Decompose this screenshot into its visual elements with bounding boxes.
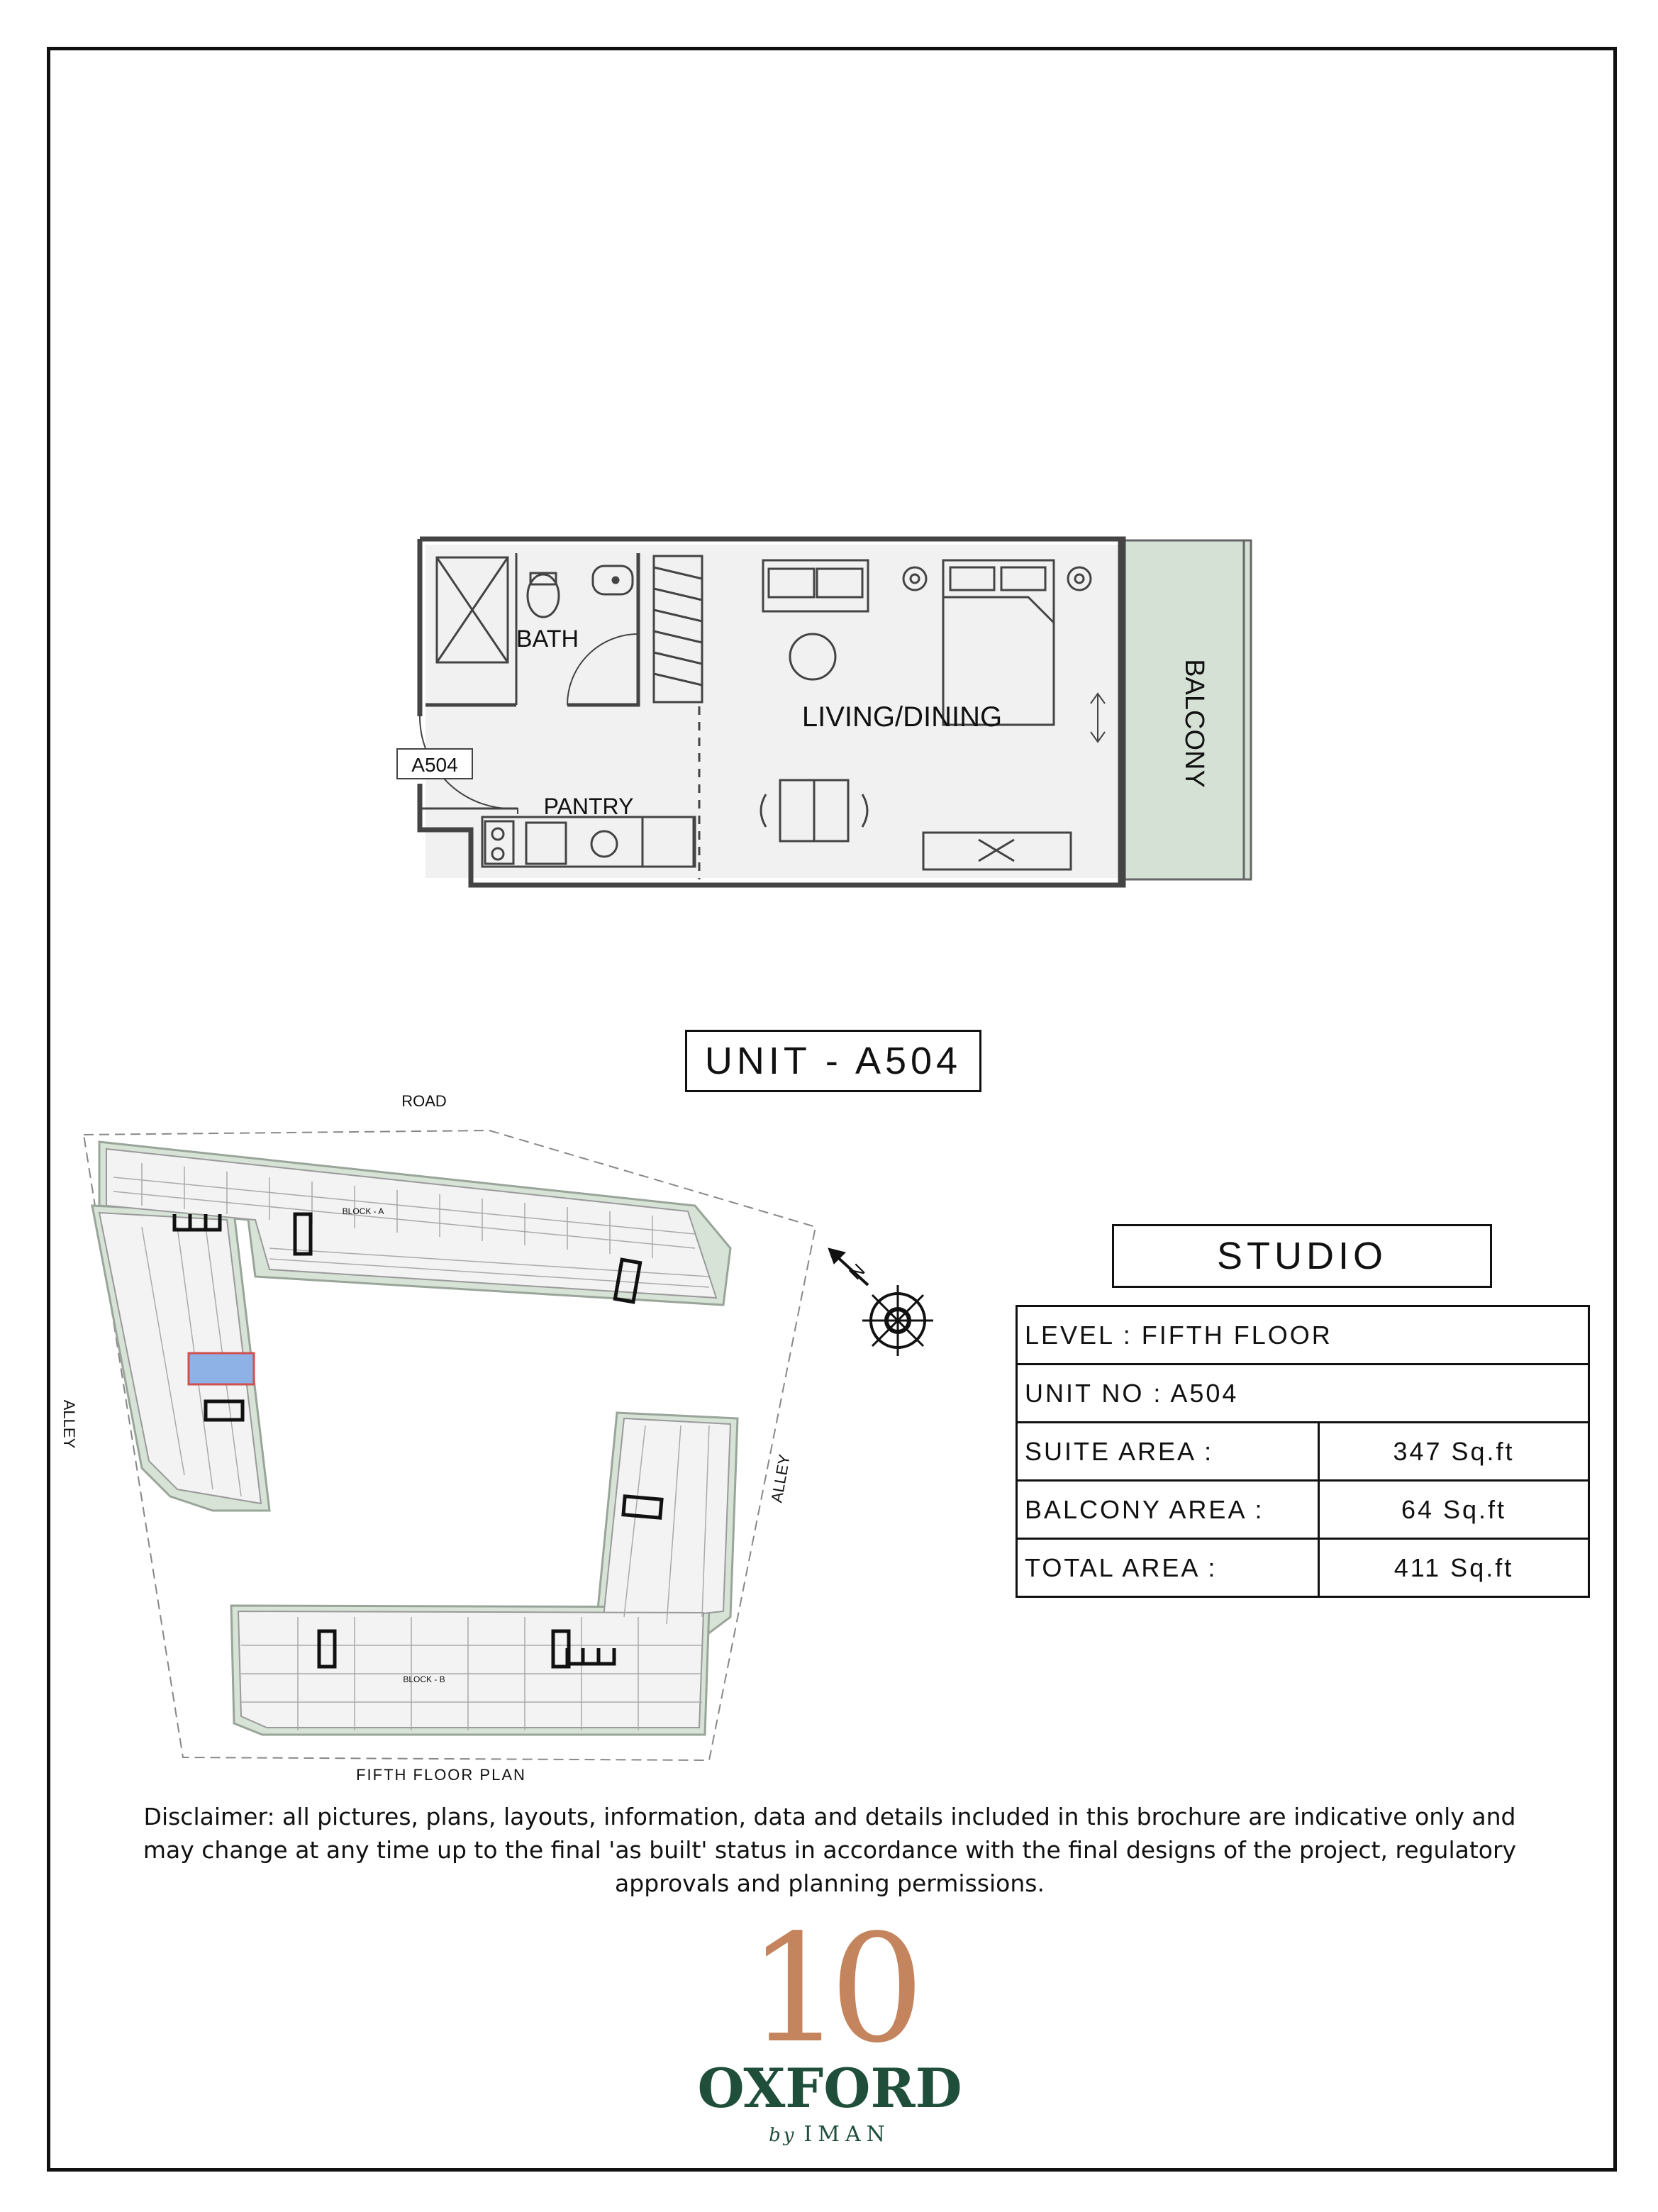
spec-row-total	[1017, 1539, 1589, 1597]
road-label: ROAD	[401, 1092, 447, 1110]
compass-icon	[828, 1248, 933, 1356]
spec-row-unit	[1017, 1365, 1589, 1423]
spec-row-balcony	[1017, 1481, 1589, 1539]
alley-right-label: ALLEY	[767, 1452, 794, 1504]
highlighted-unit-a504	[189, 1353, 254, 1384]
site-plan-caption: FIFTH FLOOR PLAN	[356, 1766, 526, 1784]
unit-type-title: STUDIO	[1112, 1224, 1492, 1288]
room-label-balcony: BALCONY	[1179, 659, 1209, 788]
spec-row-level	[1017, 1306, 1589, 1365]
logo-number: 10	[747, 1902, 912, 2076]
area-spec-table	[1016, 1305, 1590, 1598]
room-label-living: LIVING/DINING	[801, 701, 1003, 733]
spec-row-suite	[1017, 1423, 1589, 1481]
logo-by: by	[769, 2125, 797, 2146]
unit-no-text: UNIT NO : A504	[1017, 1365, 1589, 1423]
suite-area-label: SUITE AREA :	[1017, 1423, 1319, 1481]
block-b-label: BLOCK - B	[403, 1674, 445, 1684]
room-label-bath: BATH	[516, 626, 579, 652]
level-text: LEVEL : FIFTH FLOOR	[1017, 1306, 1589, 1365]
unit-tag: A504	[411, 754, 458, 776]
logo-brand: IMAN	[803, 2122, 891, 2147]
room-label-pantry: PANTRY	[543, 794, 634, 819]
logo-subline	[723, 2122, 936, 2147]
balcony-area-value: 64 Sq.ft	[1319, 1481, 1589, 1539]
logo-name: OXFORD	[697, 2057, 962, 2120]
total-area-label: TOTAL AREA :	[1017, 1539, 1319, 1597]
block-a-label: BLOCK - A	[342, 1206, 384, 1216]
alley-left-label: ALLEY	[60, 1399, 78, 1449]
svg-text:N: N	[845, 1259, 869, 1284]
suite-area-value: 347 Sq.ft	[1319, 1423, 1589, 1481]
disclaimer-text: Disclaimer: all pictures, plans, layouts, information, data and details included in this brochure are indicative only and may change at any time up to the final 'as built' status in accordance with the final designs of the project, regulatory approvals and planning permissions.	[143, 1803, 1517, 1897]
total-area-value: 411 Sq.ft	[1319, 1539, 1589, 1597]
unit-title: UNIT - A504	[685, 1030, 981, 1092]
balcony-area-label: BALCONY AREA :	[1017, 1481, 1319, 1539]
